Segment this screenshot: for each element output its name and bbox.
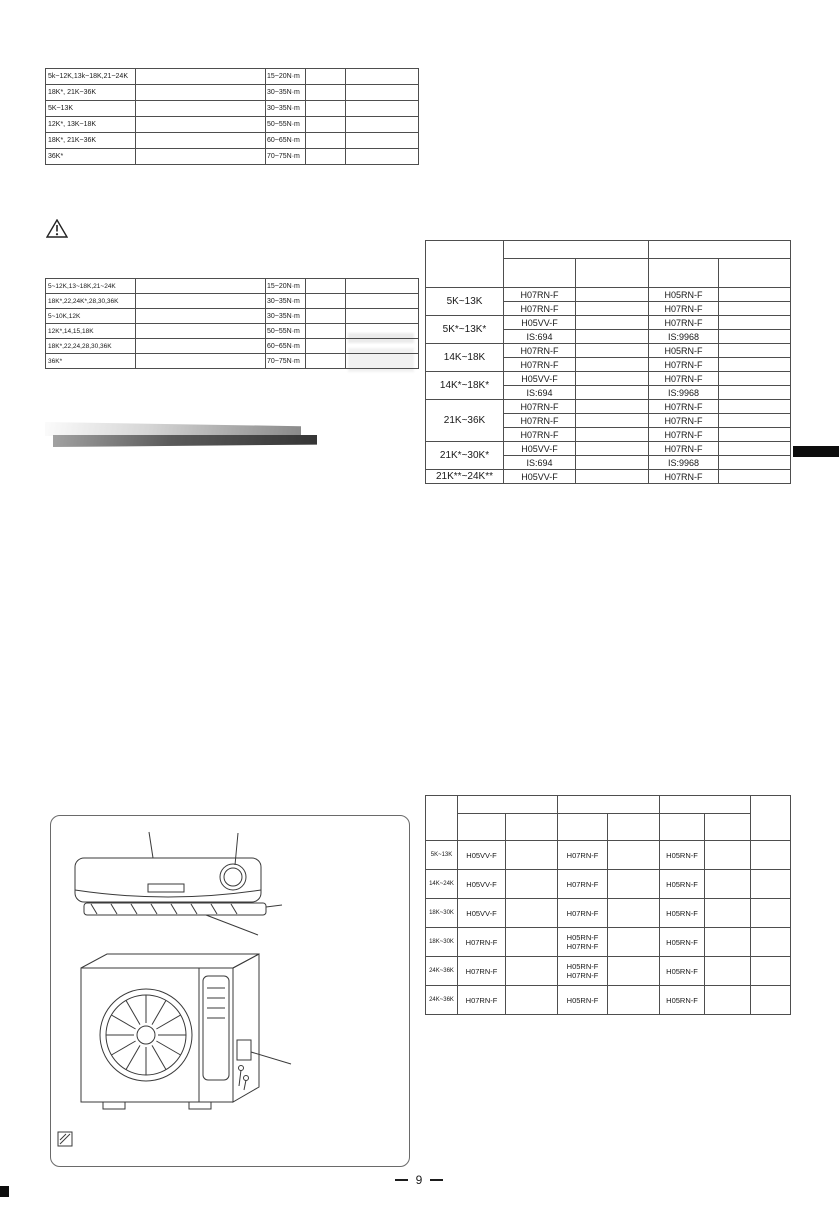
cable-type-cell: H07RN-F bbox=[649, 358, 719, 372]
cable-type-cell: H05VV-F bbox=[458, 841, 506, 870]
model-cell: 18K*,22,24K*,28,30,36K bbox=[46, 294, 136, 309]
standard-cell: IS:9968 bbox=[649, 386, 719, 400]
empty-cell bbox=[719, 358, 791, 372]
empty-cell bbox=[136, 117, 266, 133]
empty-cell bbox=[751, 870, 791, 899]
torque-cell: 15~20N·m bbox=[266, 279, 306, 294]
model-cell: 5K~13K bbox=[46, 101, 136, 117]
subheader-cell bbox=[660, 814, 705, 841]
empty-cell bbox=[751, 986, 791, 1015]
empty-cell bbox=[506, 986, 558, 1015]
table-row bbox=[46, 133, 419, 149]
cable-type-cell: H05RN-F bbox=[660, 870, 705, 899]
subheader-cell bbox=[719, 259, 791, 288]
model-cell: 12K*,14,15,18K bbox=[46, 324, 136, 339]
standard-cell: IS:9968 bbox=[649, 330, 719, 344]
empty-cell bbox=[719, 428, 791, 442]
indoor-unit-drawing bbox=[75, 832, 282, 935]
subheader-cell bbox=[608, 814, 660, 841]
cable-type-cell: H07RN-F bbox=[504, 344, 576, 358]
model-cell: 18K*, 21K~36K bbox=[46, 85, 136, 101]
cable-type-cell: H07RN-F bbox=[558, 899, 608, 928]
empty-cell bbox=[136, 85, 266, 101]
table-row bbox=[426, 899, 791, 928]
empty-cell bbox=[576, 442, 649, 456]
empty-cell bbox=[608, 870, 660, 899]
model-cell: 36K* bbox=[46, 354, 136, 369]
section-header-banner bbox=[45, 422, 317, 450]
cable-type-cell: H05RN-F bbox=[660, 928, 705, 957]
model-header-cell bbox=[426, 241, 504, 288]
empty-cell bbox=[306, 294, 346, 309]
table-row bbox=[426, 400, 791, 414]
cable-type-cell: H05RN-F bbox=[660, 957, 705, 986]
table-row bbox=[46, 69, 419, 85]
cable-type-cell: H07RN-F bbox=[458, 928, 506, 957]
cable-type-cell: H07RN-F bbox=[649, 470, 719, 484]
empty-cell bbox=[751, 899, 791, 928]
empty-cell bbox=[608, 841, 660, 870]
empty-cell bbox=[719, 316, 791, 330]
cable-type-cell: H07RN-F bbox=[504, 288, 576, 302]
table-row bbox=[46, 101, 419, 117]
empty-cell bbox=[306, 69, 346, 85]
empty-cell bbox=[719, 470, 791, 484]
cable-type-cell: H05VV-F bbox=[458, 899, 506, 928]
model-cell: 21K~36K bbox=[426, 400, 504, 442]
empty-cell bbox=[306, 133, 346, 149]
empty-cell bbox=[719, 288, 791, 302]
empty-cell bbox=[576, 400, 649, 414]
empty-cell bbox=[136, 69, 266, 85]
empty-cell bbox=[576, 344, 649, 358]
cable-type-cell: H05RN-F bbox=[649, 288, 719, 302]
model-cell: 24K~36K bbox=[426, 957, 458, 986]
empty-cell bbox=[506, 841, 558, 870]
scan-smudge bbox=[348, 348, 414, 372]
cable-type-cell: H07RN-F bbox=[558, 870, 608, 899]
cable-type-cell: H05VV-F bbox=[504, 372, 576, 386]
empty-cell bbox=[306, 279, 346, 294]
cable-type-cell: H07RN-F bbox=[649, 414, 719, 428]
empty-cell bbox=[608, 928, 660, 957]
model-cell: 12K*, 13K~18K bbox=[46, 117, 136, 133]
cable-type-cell: H07RN-F bbox=[458, 986, 506, 1015]
cable-type-cell: H07RN-F bbox=[504, 428, 576, 442]
empty-cell bbox=[136, 309, 266, 324]
empty-cell bbox=[576, 428, 649, 442]
torque-cell: 60~65N·m bbox=[266, 339, 306, 354]
subheader-cell bbox=[458, 814, 506, 841]
empty-cell bbox=[719, 442, 791, 456]
empty-cell bbox=[608, 957, 660, 986]
table-row bbox=[426, 372, 791, 386]
empty-cell bbox=[576, 330, 649, 344]
empty-cell bbox=[136, 133, 266, 149]
footer-dash bbox=[395, 1179, 408, 1181]
banner-shadow bbox=[53, 435, 317, 447]
cable-type-cell: H07RN-F bbox=[558, 841, 608, 870]
empty-cell bbox=[705, 928, 751, 957]
table-header-row bbox=[426, 814, 791, 841]
model-cell: 14K~24K bbox=[426, 870, 458, 899]
standard-cell: IS:9968 bbox=[649, 456, 719, 470]
empty-cell bbox=[506, 928, 558, 957]
table-row bbox=[46, 294, 419, 309]
empty-cell bbox=[136, 149, 266, 165]
subheader-cell bbox=[576, 259, 649, 288]
empty-cell bbox=[719, 372, 791, 386]
empty-cell bbox=[346, 101, 419, 117]
empty-cell bbox=[576, 372, 649, 386]
model-header-cell bbox=[426, 796, 458, 841]
cable-type-cell: H07RN-F bbox=[649, 442, 719, 456]
torque-cell: 70~75N·m bbox=[266, 149, 306, 165]
empty-cell bbox=[136, 294, 266, 309]
cable-type-cell: H05RN-F bbox=[558, 986, 608, 1015]
model-cell: 5~10K,12K bbox=[46, 309, 136, 324]
empty-cell bbox=[136, 279, 266, 294]
table-row bbox=[46, 149, 419, 165]
empty-cell bbox=[306, 309, 346, 324]
torque-cell: 30~35N·m bbox=[266, 85, 306, 101]
torque-cell: 50~55N·m bbox=[266, 117, 306, 133]
cable-type-cell: H05VV-F bbox=[458, 870, 506, 899]
installation-figure-box bbox=[50, 815, 410, 1167]
empty-cell bbox=[306, 101, 346, 117]
empty-cell bbox=[346, 85, 419, 101]
torque-cell: 30~35N·m bbox=[266, 101, 306, 117]
empty-cell bbox=[576, 288, 649, 302]
table-row bbox=[426, 470, 791, 484]
torque-cell: 70~75N·m bbox=[266, 354, 306, 369]
table-row bbox=[426, 344, 791, 358]
empty-cell bbox=[705, 957, 751, 986]
model-cell: 21K*~30K* bbox=[426, 442, 504, 470]
empty-cell bbox=[705, 841, 751, 870]
empty-cell bbox=[719, 330, 791, 344]
model-cell: 5k~12K,13k~18K,21~24K bbox=[46, 69, 136, 85]
torque-table-top bbox=[45, 68, 419, 165]
table-row bbox=[46, 85, 419, 101]
model-cell: 14K*~18K* bbox=[426, 372, 504, 400]
empty-cell bbox=[576, 358, 649, 372]
standard-cell: IS:694 bbox=[504, 456, 576, 470]
torque-cell: 30~35N·m bbox=[266, 309, 306, 324]
cable-type-cell: H05RN-F bbox=[660, 841, 705, 870]
subheader-cell bbox=[558, 814, 608, 841]
empty-cell bbox=[705, 899, 751, 928]
empty-cell bbox=[346, 279, 419, 294]
banner-highlight bbox=[45, 422, 301, 436]
empty-cell bbox=[136, 101, 266, 117]
torque-cell: 15~20N·m bbox=[266, 69, 306, 85]
empty-cell bbox=[346, 69, 419, 85]
cable-type-cell: H05RN-F H07RN-F bbox=[558, 928, 608, 957]
scan-artifact bbox=[793, 446, 839, 457]
model-cell: 18K*,22,24,28,30,36K bbox=[46, 339, 136, 354]
torque-cell: 50~55N·m bbox=[266, 324, 306, 339]
empty-cell bbox=[506, 899, 558, 928]
header-cell bbox=[660, 796, 751, 814]
page-footer bbox=[379, 1172, 459, 1188]
table-row bbox=[426, 957, 791, 986]
warning-icon bbox=[46, 219, 68, 239]
cable-type-cell: H05RN-F H07RN-F bbox=[558, 957, 608, 986]
empty-cell bbox=[719, 386, 791, 400]
empty-cell bbox=[719, 414, 791, 428]
cable-type-cell: H07RN-F bbox=[649, 302, 719, 316]
table-row bbox=[426, 870, 791, 899]
cable-type-cell: H05VV-F bbox=[504, 442, 576, 456]
standard-cell: IS:694 bbox=[504, 330, 576, 344]
header-cell bbox=[558, 796, 660, 814]
footer-dash bbox=[430, 1179, 443, 1181]
model-cell: 18K*, 21K~36K bbox=[46, 133, 136, 149]
empty-cell bbox=[136, 354, 266, 369]
cable-type-cell: H05RN-F bbox=[649, 344, 719, 358]
header-cell bbox=[458, 796, 558, 814]
model-cell: 5~12K,13~18K,21~24K bbox=[46, 279, 136, 294]
table-row bbox=[426, 841, 791, 870]
empty-cell bbox=[576, 386, 649, 400]
cable-type-cell: H07RN-F bbox=[649, 428, 719, 442]
subheader-cell bbox=[705, 814, 751, 841]
cable-spec-table bbox=[425, 240, 791, 484]
empty-cell bbox=[346, 133, 419, 149]
model-cell: 5K~13K bbox=[426, 841, 458, 870]
empty-cell bbox=[719, 456, 791, 470]
empty-cell bbox=[719, 344, 791, 358]
torque-cell: 60~65N·m bbox=[266, 133, 306, 149]
empty-cell bbox=[346, 309, 419, 324]
subheader-cell bbox=[504, 259, 576, 288]
torque-cell: 30~35N·m bbox=[266, 294, 306, 309]
table-header-row bbox=[426, 796, 791, 814]
cable-type-cell: H05RN-F bbox=[660, 986, 705, 1015]
table-header-row bbox=[426, 241, 791, 259]
subheader-cell bbox=[649, 259, 719, 288]
empty-cell bbox=[576, 414, 649, 428]
empty-cell bbox=[719, 302, 791, 316]
note-icon bbox=[58, 1132, 72, 1146]
empty-cell bbox=[306, 339, 346, 354]
empty-cell bbox=[506, 870, 558, 899]
cable-type-cell: H07RN-F bbox=[504, 358, 576, 372]
empty-cell bbox=[576, 470, 649, 484]
outdoor-unit-drawing bbox=[81, 954, 291, 1109]
model-cell: 36K* bbox=[46, 149, 136, 165]
empty-cell bbox=[576, 456, 649, 470]
cable-type-cell: H07RN-F bbox=[649, 316, 719, 330]
empty-cell bbox=[608, 986, 660, 1015]
table-row bbox=[426, 316, 791, 330]
header-cell bbox=[649, 241, 791, 259]
empty-cell bbox=[705, 986, 751, 1015]
empty-cell bbox=[751, 928, 791, 957]
empty-cell bbox=[346, 117, 419, 133]
cable-type-cell: H05VV-F bbox=[504, 316, 576, 330]
table-row bbox=[426, 986, 791, 1015]
model-cell: 5K*~13K* bbox=[426, 316, 504, 344]
model-cell: 21K**~24K** bbox=[426, 470, 504, 484]
header-cell bbox=[751, 796, 791, 841]
model-cell: 5K~13K bbox=[426, 288, 504, 316]
scan-smudge bbox=[348, 333, 414, 343]
scan-artifact bbox=[0, 1186, 9, 1197]
empty-cell bbox=[346, 294, 419, 309]
empty-cell bbox=[306, 354, 346, 369]
cable-type-cell: H07RN-F bbox=[504, 302, 576, 316]
empty-cell bbox=[506, 957, 558, 986]
table-row bbox=[46, 309, 419, 324]
page-number: 9 bbox=[415, 1173, 423, 1187]
cable-type-cell: H07RN-F bbox=[458, 957, 506, 986]
standard-cell: IS:694 bbox=[504, 386, 576, 400]
cable-type-cell: H07RN-F bbox=[649, 372, 719, 386]
model-cell: 24K~36K bbox=[426, 986, 458, 1015]
cable-type-cell: H05RN-F bbox=[660, 899, 705, 928]
model-cell: 18K~30K bbox=[426, 928, 458, 957]
cable-type-cell: H07RN-F bbox=[649, 400, 719, 414]
empty-cell bbox=[751, 841, 791, 870]
header-cell bbox=[504, 241, 649, 259]
subheader-cell bbox=[506, 814, 558, 841]
empty-cell bbox=[306, 117, 346, 133]
empty-cell bbox=[751, 957, 791, 986]
model-cell: 18K~30K bbox=[426, 899, 458, 928]
empty-cell bbox=[136, 339, 266, 354]
model-cell: 14K~18K bbox=[426, 344, 504, 372]
empty-cell bbox=[608, 899, 660, 928]
empty-cell bbox=[705, 870, 751, 899]
empty-cell bbox=[719, 400, 791, 414]
empty-cell bbox=[136, 324, 266, 339]
cable-type-cell: H07RN-F bbox=[504, 400, 576, 414]
table-row bbox=[426, 442, 791, 456]
empty-cell bbox=[306, 149, 346, 165]
empty-cell bbox=[346, 149, 419, 165]
power-cable-table bbox=[425, 795, 791, 1015]
empty-cell bbox=[306, 324, 346, 339]
empty-cell bbox=[576, 316, 649, 330]
cable-type-cell: H07RN-F bbox=[504, 414, 576, 428]
table-row bbox=[426, 928, 791, 957]
unit-drawings bbox=[51, 816, 407, 1164]
empty-cell bbox=[306, 85, 346, 101]
table-row bbox=[426, 288, 791, 302]
empty-cell bbox=[576, 302, 649, 316]
cable-type-cell: H05VV-F bbox=[504, 470, 576, 484]
table-row bbox=[46, 117, 419, 133]
table-row bbox=[46, 279, 419, 294]
